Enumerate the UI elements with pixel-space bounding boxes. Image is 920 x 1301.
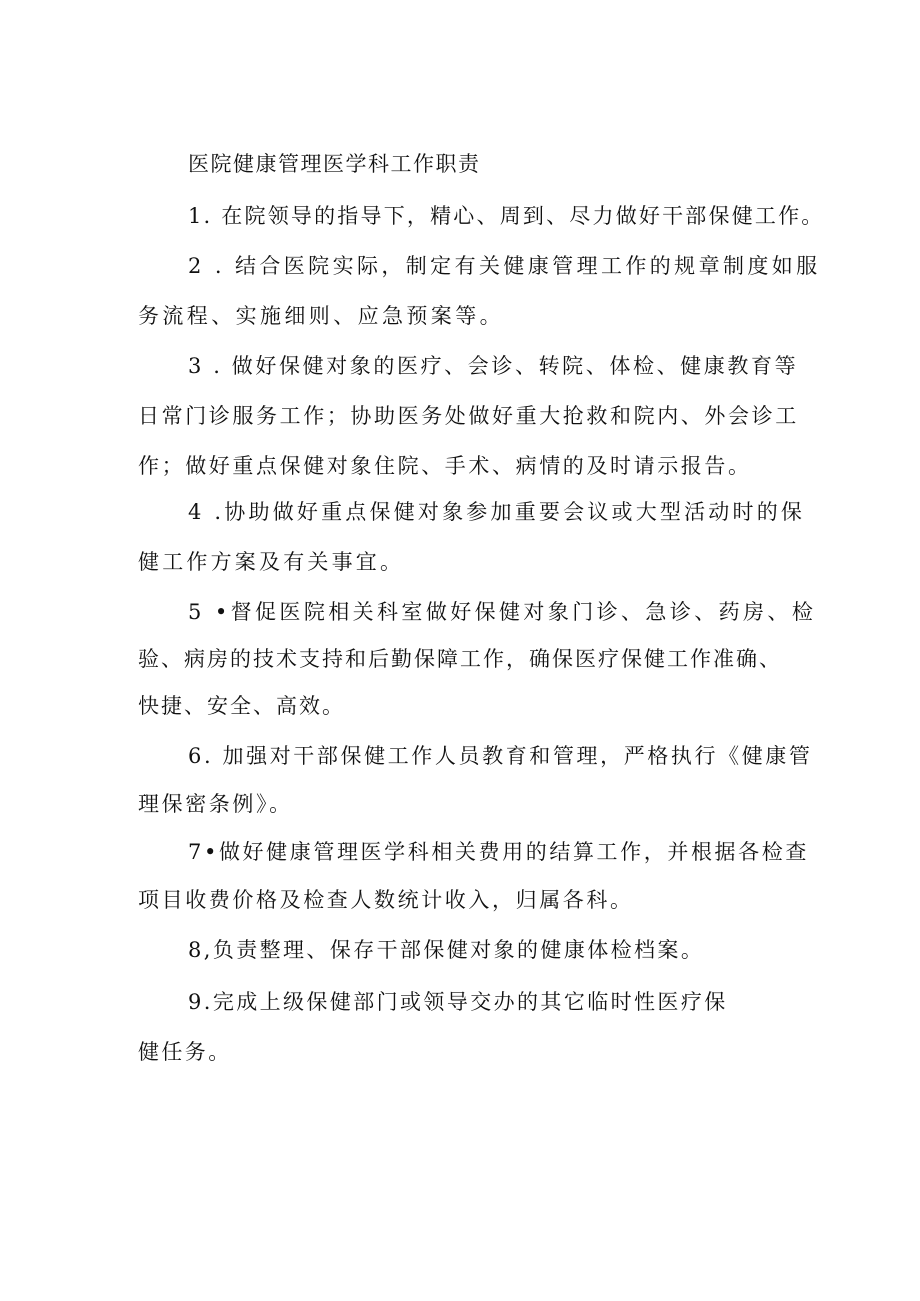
item-8-line-1: 8,负责整理、保存干部保健对象的健康体检档案。 [188, 938, 705, 962]
item-6-line-2: 理保密条例》。 [138, 792, 293, 816]
item-7-line-2: 项目收费价格及检查人数统计收入，归属各科。 [138, 888, 634, 912]
item-1-line-1: 1. 在院领导的指导下，精心、周到、尽力做好干部保健工作。 [188, 204, 825, 228]
item-3-line-2: 日常门诊服务工作；协助医务处做好重大抢救和院内、外会诊工 [138, 404, 799, 428]
item-2-line-2: 务流程、实施细则、应急预案等。 [138, 304, 504, 328]
item-5-line-1: 5 •督促医院相关科室做好保健对象门诊、急诊、药房、检 [188, 600, 817, 624]
item-4-line-2: 健工作方案及有关事宜。 [138, 550, 405, 574]
item-3-line-3: 作；做好重点保健对象住院、手术、病情的及时请示报告。 [138, 454, 752, 478]
item-3-line-1: 3 . 做好保健对象的医疗、会诊、转院、体检、健康教育等 [188, 354, 799, 378]
item-9-line-2: 健任务。 [138, 1040, 232, 1064]
page-title: 医院健康管理医学科工作职责 [188, 152, 481, 176]
item-6-line-1: 6. 加强对干部保健工作人员教育和管理，严格执行《健康管 [188, 744, 813, 768]
item-5-line-2: 验、病房的技术支持和后勤保障工作，确保医疗保健工作准确、 [138, 647, 782, 671]
item-4-line-1: 4 .协助做好重点保健对象参加重要会议或大型活动时的保 [188, 500, 806, 524]
item-5-line-3: 快捷、安全、高效。 [138, 694, 345, 718]
item-9-line-1: 9.完成上级保健部门或领导交办的其它临时性医疗保 [188, 990, 728, 1014]
item-2-line-1: 2 . 结合医院实际，制定有关健康管理工作的规章制度如服 [188, 254, 821, 278]
item-7-line-1: 7•做好健康管理医学科相关费用的结算工作，并根据各检查 [188, 840, 809, 864]
